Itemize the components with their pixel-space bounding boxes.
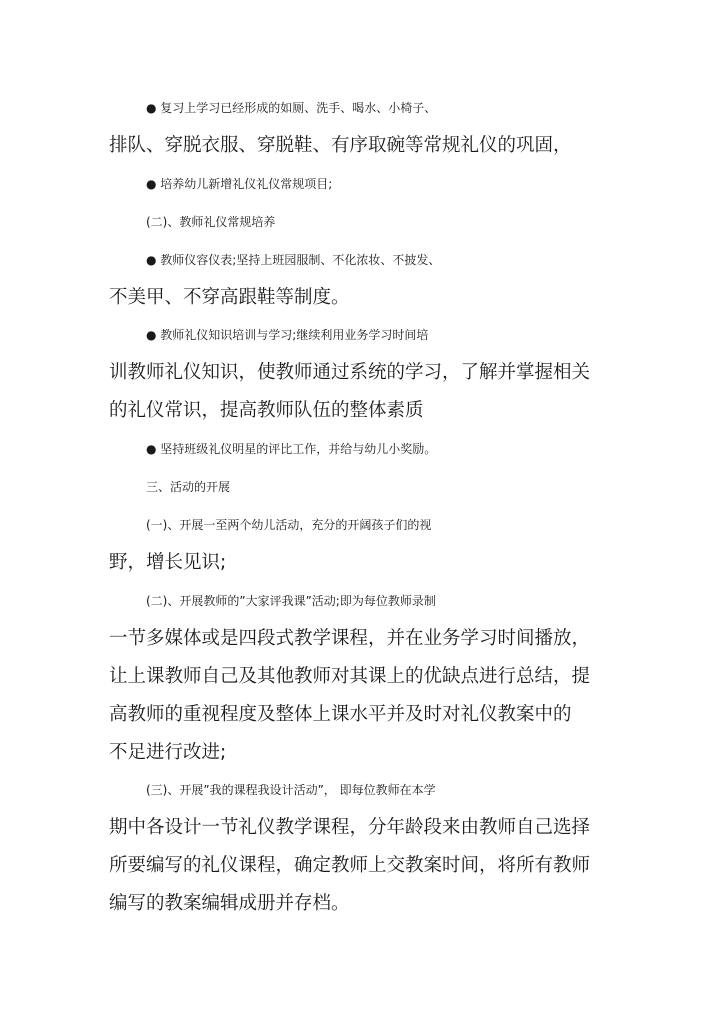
text-line: (三)、开展”我的课程我设计活动”， 即每位教师在本学 <box>146 783 436 797</box>
text-line: 期中各设计一节礼仪教学课程，分年龄段来由教师自己选择 <box>109 817 591 838</box>
text-line: 不足进行改进; <box>109 742 227 763</box>
text-line: 高教师的重视程度及整体上课水平并及时对礼仪教案中的 <box>109 704 572 725</box>
bullet-line: ● 教师仪容仪表;坚持上班园服制、不化浓妆、不披发、 <box>146 253 441 267</box>
bullet-line: ● 培养幼儿新增礼仪礼仪常规项目; <box>146 177 333 191</box>
bullet-line: ● 坚持班级礼仪明星的评比工作，并给与幼儿小奖励。 <box>146 442 437 456</box>
text-line: 所要编写的礼仪课程，确定教师上交教案时间，将所有教师 <box>109 855 591 876</box>
text-line: 一节多媒体或是四段式教学课程，并在业务学习时间播放， <box>109 628 591 649</box>
text-line: 野，增长见识; <box>109 552 227 573</box>
bullet-line: ● 教师礼仪知识培训与学习;继续利用业务学习时间培 <box>146 328 429 342</box>
text-line: 不美甲、不穿高跟鞋等制度。 <box>109 287 350 308</box>
text-line: 让上课教师自己及其他教师对其课上的优缺点进行总结，提 <box>109 666 591 687</box>
text-line: 编写的教案编辑成册并存档。 <box>109 893 350 914</box>
section-heading: 三、活动的开展 <box>146 480 231 494</box>
text-line: (二)、开展教师的”大家评我课”活动;即为每位教师录制 <box>146 594 436 608</box>
text-line: 排队、穿脱衣服、穿脱鞋、有序取碗等常规礼仪的巩固， <box>109 135 572 156</box>
subheading: (二)、教师礼仪常规培养 <box>146 215 276 229</box>
text-line: 训教师礼仪知识，使教师通过系统的学习，了解并掌握相关 <box>109 362 591 383</box>
text-line: 的礼仪常识，提高教师队伍的整体素质 <box>109 400 424 421</box>
text-line: (一)、开展一至两个幼儿活动，充分的开阔孩子们的视 <box>146 518 432 532</box>
bullet-line: ● 复习上学习已经形成的如厕、洗手、喝水、小椅子、 <box>146 101 437 115</box>
